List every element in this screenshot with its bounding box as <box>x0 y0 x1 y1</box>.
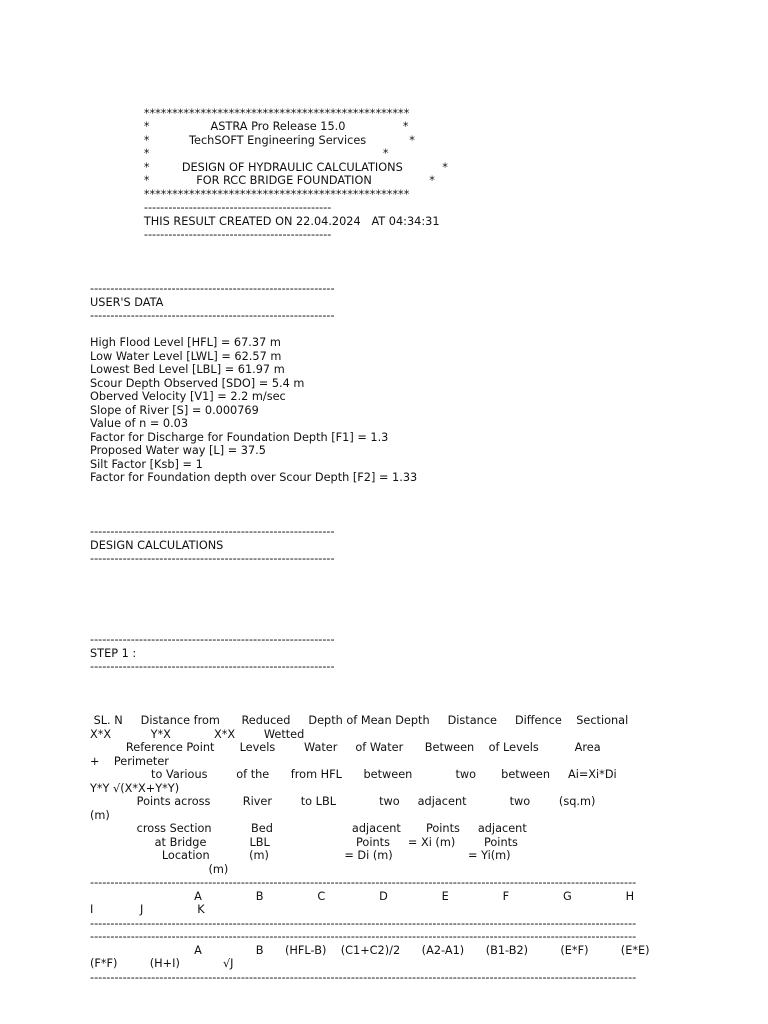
header-line: * * <box>90 147 389 160</box>
users-data-heading: USER'S DATA <box>90 295 164 309</box>
user-data-item: Value of n = 0.03 <box>90 417 189 430</box>
table-header-line: Points across River to LBL two adjacent two (sq.m) <box>90 795 596 808</box>
section-rule: ------------------------------------------------------------ <box>90 633 335 646</box>
header-line: *********************************************** <box>90 187 410 201</box>
header-line: * TechSOFT Engineering Services * <box>90 133 415 147</box>
table-header-line: at Bridge LBL Points = Xi (m) Points <box>90 835 518 849</box>
user-data-item: Factor for Discharge for Foundation Depth [F1] = 1.3 <box>90 430 389 444</box>
table-header-line: Location (m) = Di (m) = Yi(m) <box>90 849 511 862</box>
section-rule: ------------------------------------------------------------ <box>90 282 335 295</box>
user-data-item: Scour Depth Observed [SDO] = 5.4 m <box>90 376 305 390</box>
design-calculations-heading: DESIGN CALCULATIONS <box>90 538 224 552</box>
user-data-item: Low Water Level [LWL] = 62.57 m <box>90 349 282 363</box>
user-data-item: Oberved Velocity [V1] = 2.2 m/sec <box>90 390 286 403</box>
header-line: * ASTRA Pro Release 15.0 * <box>90 120 409 133</box>
header-line: *********************************************** <box>90 106 410 120</box>
user-data-item: Silt Factor [Ksb] = 1 <box>90 457 203 471</box>
result-created-line: THIS RESULT CREATED ON 22.04.2024 AT 04:34:31 <box>90 214 440 228</box>
section-rule: ------------------------------------------------------------ <box>90 660 335 673</box>
table-header-line: X*X Y*X X*X Wetted <box>90 727 305 741</box>
table-rule: -------------------------------------------------------------------------------------------------------------------------------------- <box>90 970 637 984</box>
table-header-line: + Perimeter <box>90 754 169 768</box>
column-formula-line: A B (HFL-B) (C1+C2)/2 (A2-A1) (B1-B2) (E*F) (E*E) <box>90 943 650 957</box>
table-header-line: SL. N Distance from Reduced Depth of Mean Depth Distance Diffence Sectional <box>90 714 629 727</box>
table-rule: -------------------------------------------------------------------------------------------------------------------------------------- <box>90 876 637 889</box>
user-data-item: Slope of River [S] = 0.000769 <box>90 403 259 417</box>
section-rule: ------------------------------------------------------------ <box>90 309 335 322</box>
table-rule: -------------------------------------------------------------------------------------------------------------------------------------- <box>90 916 637 930</box>
column-letters-line: A B C D E F G H <box>90 889 635 903</box>
column-formula-line: (F*F) (H+I) √J <box>90 957 234 970</box>
table-rule: -------------------------------------------------------------------------------------------------------------------------------------- <box>90 930 637 943</box>
column-letters-line: I J K <box>90 903 205 916</box>
section-rule: ------------------------------------------------------------ <box>90 525 335 538</box>
section-rule: ------------------------------------------------------------ <box>90 552 335 565</box>
user-data-item: Proposed Water way [L] = 37.5 <box>90 444 266 457</box>
header-line: ---------------------------------------------- <box>90 228 332 241</box>
table-header-line: Y*Y √(X*X+Y*Y) <box>90 781 180 795</box>
header-line: ---------------------------------------------- <box>90 201 332 214</box>
user-data-item: Lowest Bed Level [LBL] = 61.97 m <box>90 363 285 376</box>
header-line: * FOR RCC BRIDGE FOUNDATION * <box>90 174 435 187</box>
table-header-line: (m) <box>90 862 229 876</box>
user-data-item: Factor for Foundation depth over Scour Depth [F2] = 1.33 <box>90 471 418 484</box>
step-1-heading: STEP 1 : <box>90 646 137 660</box>
header-line: * DESIGN OF HYDRAULIC CALCULATIONS * <box>90 160 448 174</box>
user-data-item: High Flood Level [HFL] = 67.37 m <box>90 336 281 349</box>
table-header-line: to Various of the from HFL between two between Ai=Xi*Di <box>90 768 617 781</box>
report-document <box>90 93 650 998</box>
table-header-line: Reference Point Levels Water of Water Between of Levels Area <box>90 741 601 754</box>
table-header-line: (m) <box>90 808 110 822</box>
table-header-line: cross Section Bed adjacent Points adjacent <box>90 822 527 835</box>
